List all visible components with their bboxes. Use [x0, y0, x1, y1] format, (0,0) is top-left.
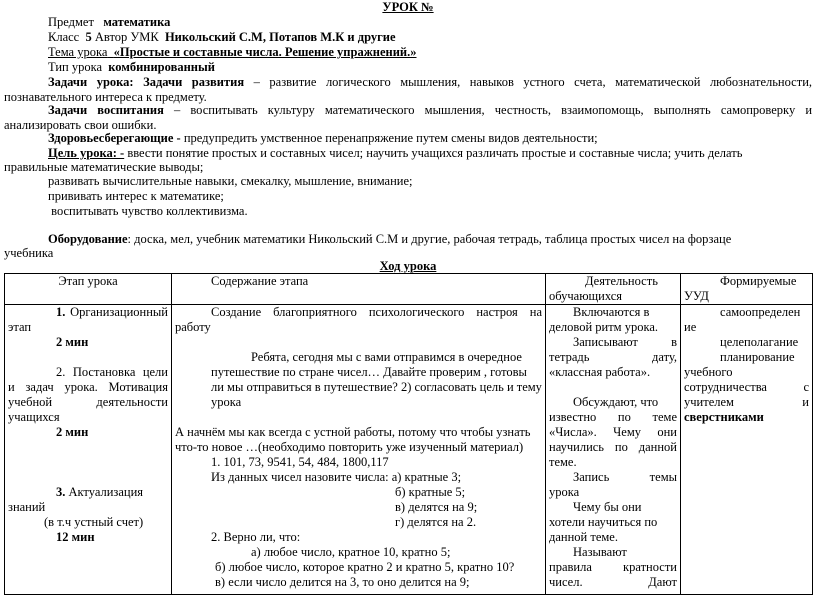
activity-line: «Числа». Чему они — [549, 425, 677, 439]
dev-tasks-label: Задачи развития — [143, 75, 245, 89]
edu-tasks-text-2: анализировать свои ошибки. — [4, 118, 157, 132]
activity-line: чисел. Дают — [549, 575, 677, 589]
equipment-text-1: : доска, мел, учебник математики Никольский С.М и другие, рабочая тетрадь, таблица простых чисел на форзаце — [127, 232, 732, 246]
subject-value: математика — [103, 15, 171, 29]
stage-2-title-2: и задач урока. Мотивация — [8, 380, 168, 394]
tasks-label: Задачи урока: — [48, 75, 134, 89]
uud-line: самоопределен — [720, 305, 801, 319]
author-value: Никольский С.М, Потапов М.К и другие — [164, 30, 396, 44]
edu-tasks-label: Задачи воспитания — [48, 103, 164, 117]
equipment-text-2: учебника — [4, 246, 54, 260]
content-line: в) делятся на 9; — [395, 500, 478, 514]
header-uud-label-1: Формируемые — [720, 274, 797, 288]
uud-line: учебного — [684, 365, 733, 379]
stage-1-title: Организационный — [70, 305, 168, 319]
header-activity — [546, 274, 681, 305]
content-line: работу — [175, 320, 211, 334]
content-line: ли мы отправиться в путешествие? 2) согласовать цель и тему — [211, 380, 542, 394]
dev-tasks-text-2: познавательного интереса к предмету. — [4, 90, 207, 104]
stage-1-number: 1. — [56, 305, 66, 319]
activity-line: хотели научиться по — [549, 515, 658, 529]
content-cell — [172, 305, 546, 595]
stage-3-number: 3. — [56, 485, 66, 499]
goal-label: Цель урока: - — [48, 146, 125, 160]
content-line: 1. 101, 73, 9541, 54, 484, 1800,117 — [211, 455, 389, 469]
stage-3-title-2: знаний — [8, 500, 46, 514]
header-uud-label-2: УУД — [684, 289, 709, 303]
activity-line: Включаются в — [573, 305, 650, 319]
goal-item: прививать интерес к математике; — [48, 189, 224, 203]
header-uud — [681, 274, 813, 305]
activity-line: Запись темы — [573, 470, 677, 484]
goal-item: развивать вычислительные навыки, смекалку, мышление, внимание; — [48, 174, 413, 188]
content-line: урока — [211, 395, 242, 409]
page-title: УРОК № — [382, 0, 434, 14]
stage-2-title-4: учащихся — [8, 410, 60, 424]
course-title: Ход урока — [379, 259, 437, 273]
content-line: Из данных чисел назовите числа: а) кратные 3; — [211, 470, 462, 484]
table-header-row — [5, 274, 813, 305]
dev-tasks-line-1 — [48, 75, 812, 90]
activity-line: деловой ритм урока. — [549, 320, 659, 334]
stage-1-time: 2 мин — [56, 335, 89, 349]
health-label: Здоровьесберегающие - — [48, 131, 181, 145]
activity-cell — [546, 305, 681, 595]
content-line: что-то новое …(необходимо повторить уже изученный материал) — [175, 440, 524, 454]
type-label: Тип урока — [48, 60, 103, 74]
activity-line: научились по данной — [549, 440, 677, 454]
topic-value: «Простые и составные числа. Решение упражнений.» — [113, 45, 417, 59]
stage-3-line — [8, 485, 168, 500]
goal-text-2: правильные математические выводы; — [4, 160, 204, 174]
uud-line: ие — [684, 320, 697, 334]
edu-tasks-text-1: – воспитывать культуру математического мышления, честность, взаимопомощь, выполнять самопроверку и — [174, 103, 813, 117]
uud-line: планирование — [720, 350, 795, 364]
activity-line: Обсуждают, что — [573, 395, 659, 409]
equipment-line-1 — [48, 232, 731, 247]
content-line: путешествие по стране чисел… Давайте проверим , готовы — [211, 365, 527, 379]
content-line: а) любое число, кратное 10, кратно 5; — [251, 545, 451, 559]
content-line: А начнём мы как всегда с устной работы, потому что чтобы узнать — [175, 425, 531, 439]
content-line: Создание благоприятного психологического настроя на — [211, 305, 542, 319]
header-stage-label: Этап урока — [58, 274, 118, 288]
header-stage — [5, 274, 172, 305]
dev-tasks-text-1: – развитие логического мышления, навыков устного счета, математической любознательности, — [253, 75, 813, 89]
activity-line: теме. — [549, 455, 577, 469]
topic-line — [48, 45, 417, 60]
lesson-table — [4, 273, 813, 595]
activity-line: Чему бы они — [573, 500, 642, 514]
stage-3-note: (в т.ч устный счет) — [44, 515, 144, 529]
uud-line: целеполагание — [720, 335, 799, 349]
header-activity-label-2: обучающихся — [549, 289, 623, 303]
content-line: Ребята, сегодня мы с вами отправимся в очередное — [251, 350, 522, 364]
stage-2-title-1: 2. Постановка цели — [56, 365, 168, 379]
subject-line — [48, 15, 170, 30]
header-content-label: Содержание этапа — [211, 274, 309, 288]
author-label: Автор УМК — [94, 30, 159, 44]
health-text: предупредить умственное перенапряжение путем смены видов деятельности; — [183, 131, 598, 145]
class-line — [48, 30, 396, 45]
stage-1-title-2: этап — [8, 320, 32, 334]
class-value: 5 — [85, 30, 92, 44]
edu-tasks-line-1 — [48, 103, 812, 118]
content-line: б) любое число, которое кратно 2 и кратно 5, кратно 10? — [215, 560, 515, 574]
activity-line: Записывают в — [573, 335, 677, 349]
subject-label: Предмет — [48, 15, 94, 29]
content-line: г) делятся на 2. — [395, 515, 477, 529]
content-line: 2. Верно ли, что: — [211, 530, 301, 544]
stage-3-time: 12 мин — [56, 530, 95, 544]
type-value: комбинированный — [108, 60, 215, 74]
activity-line: Называют — [573, 545, 627, 559]
stage-cell — [5, 305, 172, 595]
content-line: б) кратные 5; — [395, 485, 466, 499]
equipment-label: Оборудование — [48, 232, 128, 246]
activity-line: урока — [549, 485, 580, 499]
topic-label: Тема урока — [48, 45, 108, 59]
uud-line: учителем и — [684, 395, 809, 409]
uud-line: сотрудничества с — [684, 380, 809, 394]
uud-cell — [681, 305, 813, 595]
activity-line: данной теме. — [549, 530, 618, 544]
stage-2-time: 2 мин — [56, 425, 89, 439]
header-activity-label-1: Деятельность — [585, 274, 658, 288]
content-line: в) если число делится на 3, то оно делится на 9; — [215, 575, 470, 589]
type-line — [48, 60, 215, 75]
stage-3-title: Актуализация — [68, 485, 144, 499]
header-content — [172, 274, 546, 305]
activity-line: тетрадь дату, — [549, 350, 677, 364]
uud-line: сверстниками — [684, 410, 764, 424]
goal-line-1 — [48, 146, 742, 161]
activity-line: «классная работа». — [549, 365, 651, 379]
activity-line: известно по теме — [549, 410, 677, 424]
goal-item: воспитывать чувство коллективизма. — [48, 204, 248, 218]
health-line — [48, 131, 598, 146]
class-label: Класс — [48, 30, 80, 44]
goal-text-1: ввести понятие простых и составных чисел; научить учащихся различать простые и составные числа; учить делать — [127, 146, 743, 160]
activity-line: правила кратности — [549, 560, 677, 574]
table-row — [5, 305, 813, 595]
stage-1-line — [8, 305, 168, 320]
stage-2-title-3: учебной деятельности — [8, 395, 168, 409]
